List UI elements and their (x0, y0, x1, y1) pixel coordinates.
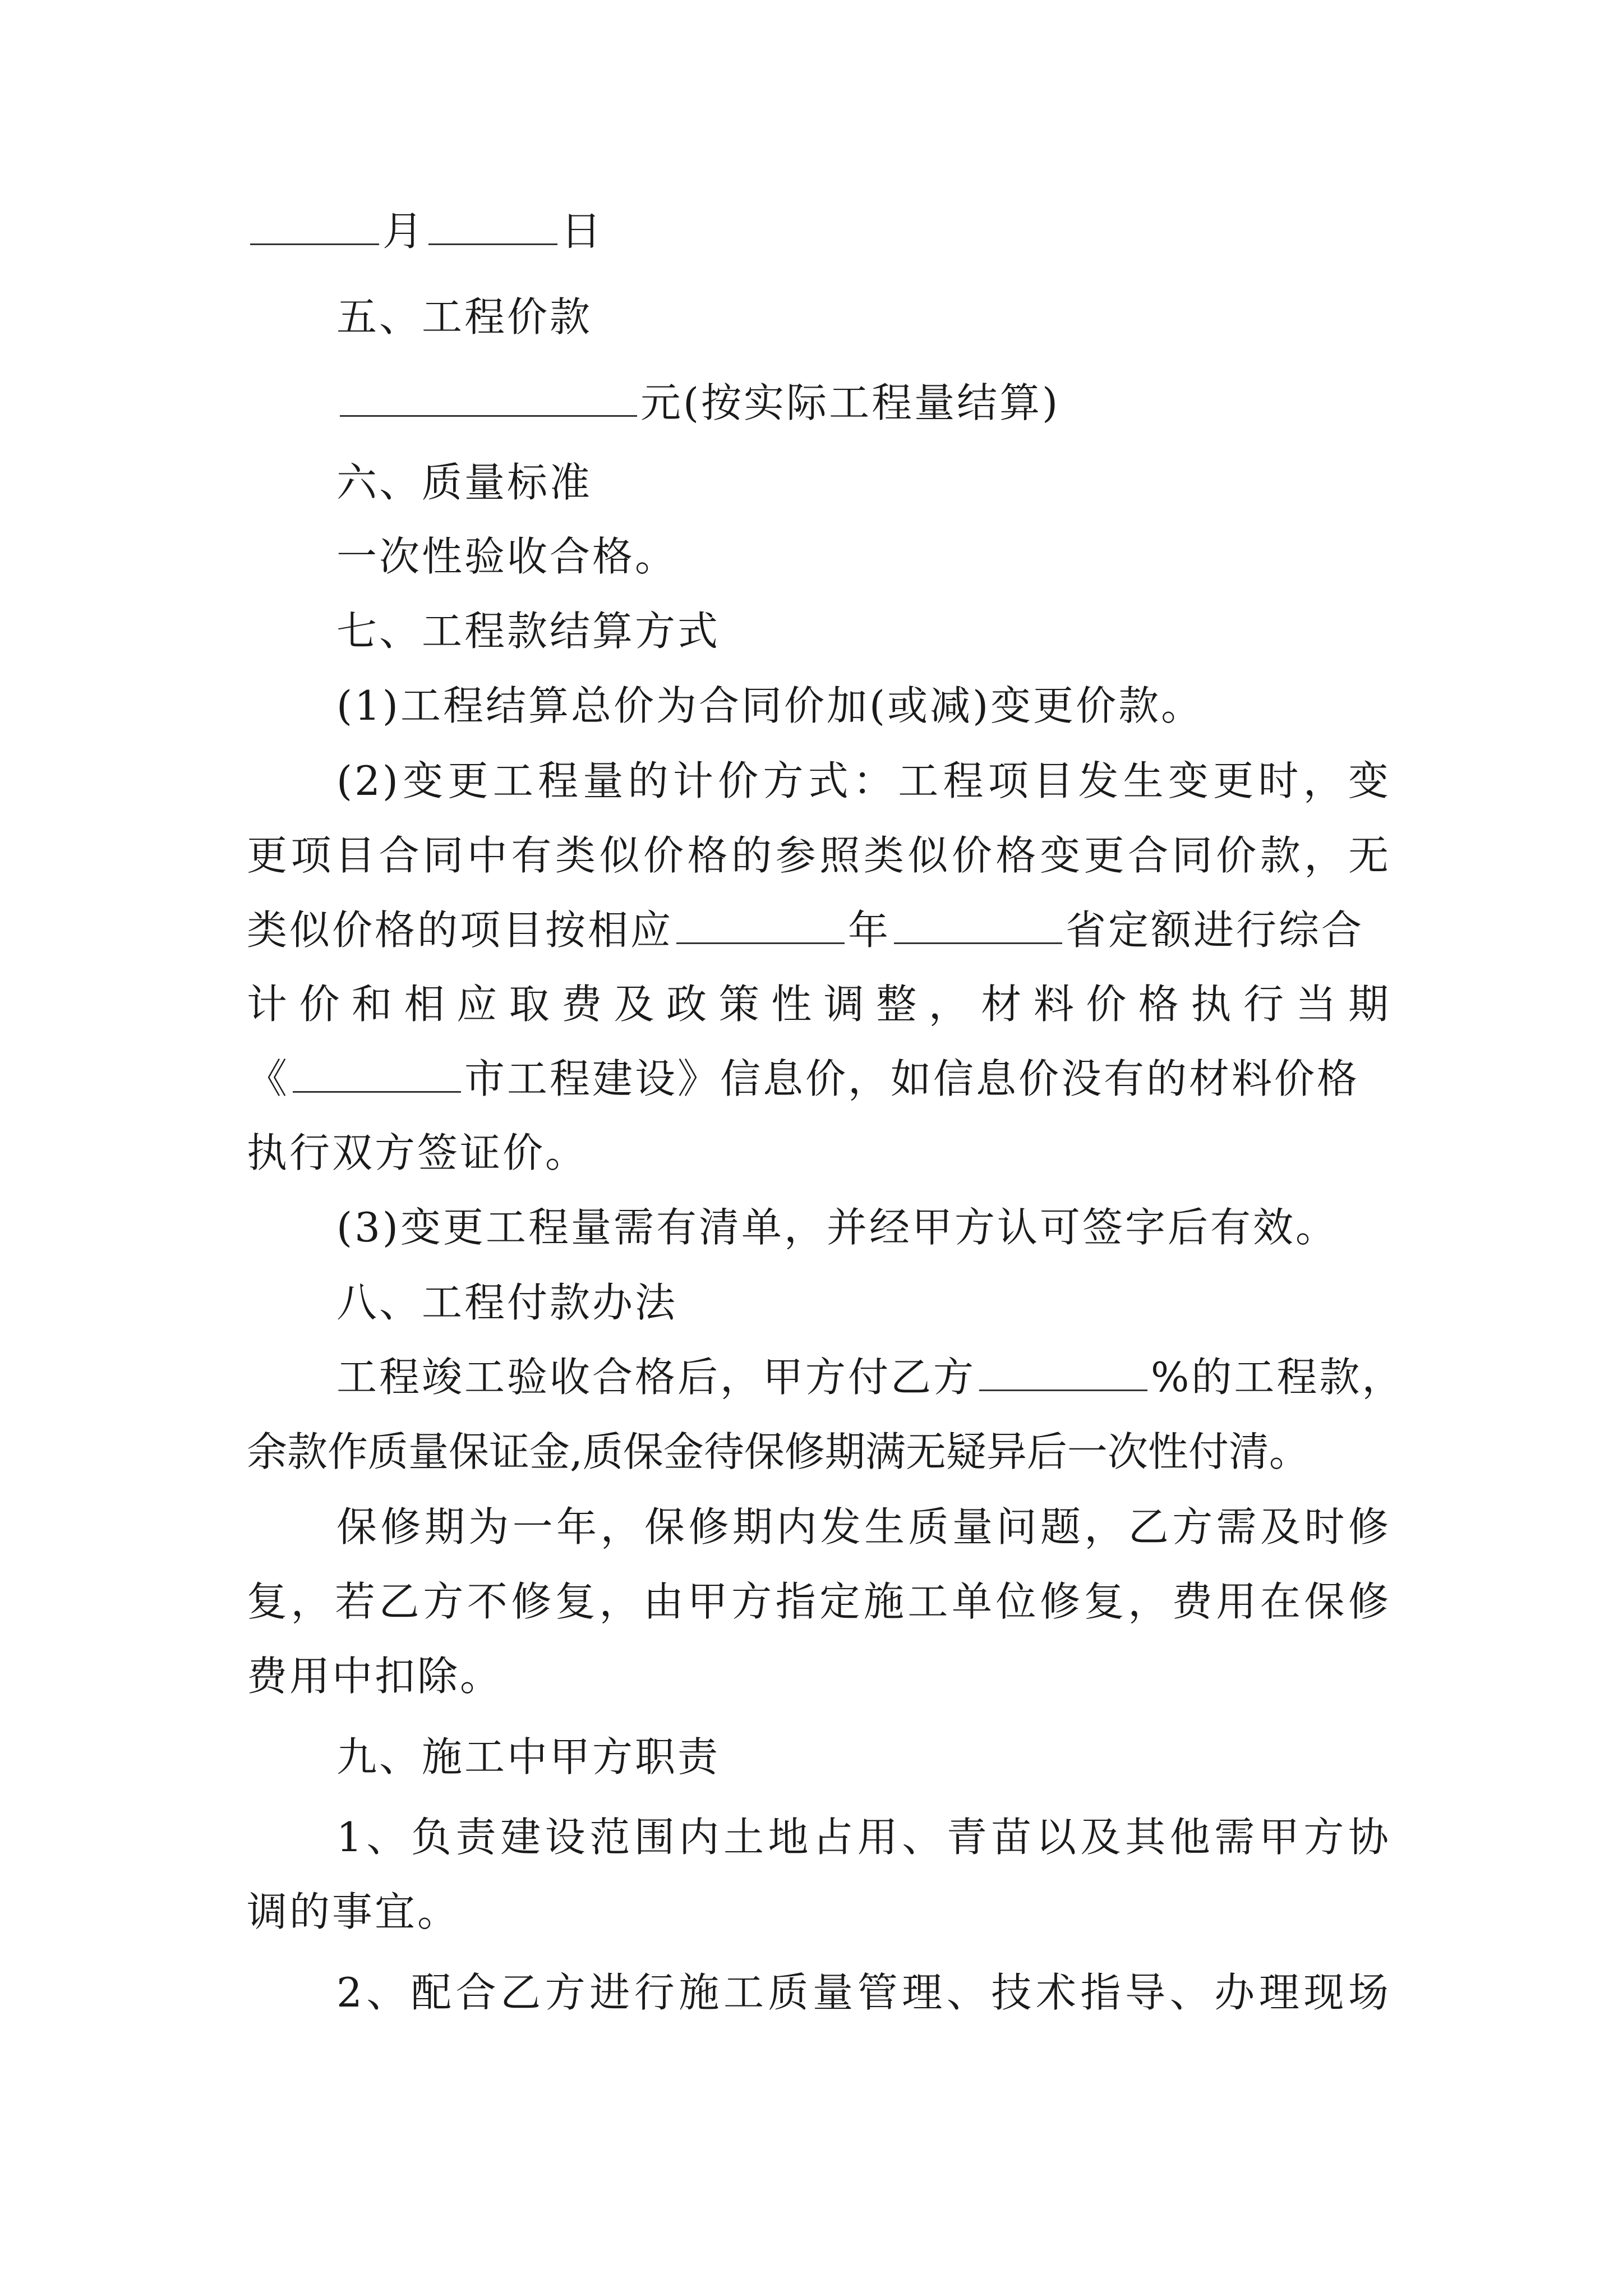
section-5-heading: 五、工程价款 (336, 293, 593, 341)
payment-line-1 (336, 1343, 1481, 1411)
payment-text-b: %的工程款， (1151, 1354, 1405, 1401)
warranty-line-1: 保修期为一年，保修期内发生质量问题，乙方需及时修 (336, 1503, 1391, 1550)
province-blank (894, 899, 1062, 944)
price-blank (340, 371, 637, 417)
settlement-item-2-line-2: 更项目合同中有类似价格的参照类似价格变更合同价款，无 (247, 832, 1391, 879)
section-7-heading: 七、工程款结算方式 (336, 608, 721, 655)
month-blank (250, 200, 379, 245)
payment-text-a: 工程竣工验收合格后，甲方付乙方 (336, 1354, 976, 1401)
quota-text-c: 省定额进行综合 (1066, 907, 1364, 954)
day-blank (428, 200, 557, 245)
section-6-heading: 六、质量标准 (336, 459, 593, 506)
duty-1-line-1: 1、负责建设范围内土地占用、青苗以及其他需甲方协 (336, 1814, 1391, 1861)
price-text: 元(按实际工程量结算) (640, 379, 1061, 426)
settlement-item-3: (3)变更工程量需有清单，并经甲方认可签字后有效。 (336, 1204, 1338, 1251)
section-8-heading: 八、工程付款办法 (336, 1279, 678, 1326)
month-label: 月 (382, 208, 426, 255)
quote-open: 《 (247, 1055, 290, 1102)
quality-standard-text: 一次性验收合格。 (336, 533, 678, 580)
payment-line-2: 余款作质量保证金,质保金待保修期满无疑异后一次性付清。 (247, 1428, 1310, 1475)
settlement-item-2-line-6: 执行双方签证价。 (247, 1129, 588, 1176)
settlement-item-2-line-5 (247, 1045, 1391, 1112)
info-price-text: 市工程建设》信息价，如信息价没有的材料价格 (464, 1055, 1360, 1102)
settlement-item-2-line-1: (2)变更工程量的计价方式：工程项目发生变更时，变 (336, 757, 1391, 804)
duty-2-line-1: 2、配合乙方进行施工质量管理、技术指导、办理现场 (336, 1969, 1391, 2016)
warranty-line-3: 费用中扣除。 (247, 1653, 503, 1700)
day-label: 日 (561, 208, 604, 255)
warranty-line-2: 复，若乙方不修复，由甲方指定施工单位修复，费用在保修 (247, 1578, 1391, 1625)
city-blank (293, 1047, 461, 1093)
section-9-heading: 九、施工中甲方职责 (336, 1733, 721, 1780)
quota-text-a: 类似价格的项目按相应 (247, 907, 674, 954)
settlement-item-2-line-3 (247, 896, 1391, 964)
year-blank (676, 899, 845, 944)
settlement-item-1: (1)工程结算总价为合同价加(或减)变更价款。 (336, 682, 1204, 729)
price-line (336, 369, 1481, 436)
date-line (247, 197, 1391, 265)
duty-1-line-2: 调的事宜。 (247, 1888, 460, 1935)
year-label: 年 (848, 907, 891, 954)
percent-blank (979, 1346, 1147, 1391)
settlement-item-2-line-4: 计价和相应取费及政策性调整，材料价格执行当期 (247, 981, 1391, 1028)
